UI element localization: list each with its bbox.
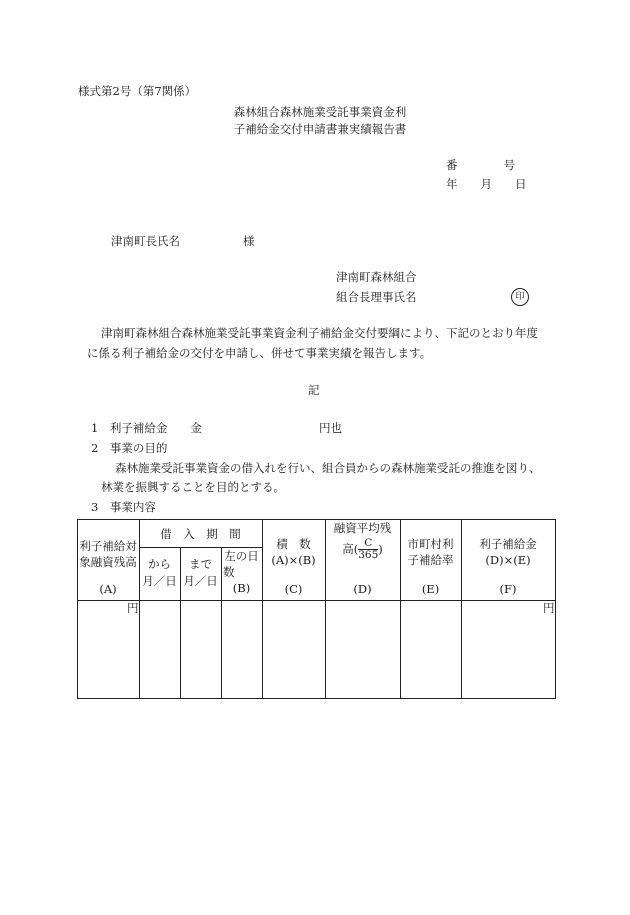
- header-product-code: (C): [284, 582, 303, 596]
- item-1-suffix: 円也: [319, 421, 342, 435]
- seal-icon: 印: [511, 288, 529, 306]
- header-from: から 月／日: [142, 557, 177, 588]
- body-text-line-1: 津南町森林組合森林施業受託事業資金利子補給金交付要綱により、下記のとおり年度: [101, 326, 538, 340]
- header-municipal-rate: 市町村利 子補給率: [407, 537, 454, 567]
- header-to: まで 月／日: [183, 557, 218, 588]
- ki-heading: 記: [308, 383, 320, 397]
- purpose-line-1: 森林施業受託事業資金の借入れを行い、組合員からの森林施業受託の推進を図り、: [115, 461, 541, 475]
- item-1-label: 1 利子補給金 金: [91, 421, 202, 435]
- purpose-line-2: 林業を振興することを目的とする。: [101, 480, 285, 494]
- addressee-suffix: 様: [243, 234, 255, 248]
- date-field[interactable]: 年 月 日: [446, 177, 527, 191]
- header-balance-code: (A): [99, 582, 117, 596]
- addressee-name: 津南町長氏名: [111, 234, 180, 248]
- header-days: 左の日 数 (B): [223, 549, 259, 595]
- cell-balance-unit[interactable]: 円: [127, 601, 139, 615]
- reference-number-field[interactable]: 番 号: [446, 158, 515, 172]
- header-borrowing-period: 借 入 期 間: [160, 527, 241, 541]
- applicant-representative: 組合長理事氏名: [336, 290, 417, 304]
- header-balance: 利子補給対 象融資残高: [79, 539, 137, 569]
- header-product: 積 数 (A)×(B): [271, 537, 316, 567]
- title-line-2: 子補給金交付申請書兼実績報告書: [233, 122, 407, 136]
- cell-subsidy-unit[interactable]: 円: [543, 601, 555, 615]
- header-interest-subsidy-code: (F): [499, 582, 517, 596]
- title-line-1: 森林組合森林施業受託事業資金利: [233, 105, 407, 119]
- applicant-organization: 津南町森林組合: [336, 270, 417, 284]
- body-text-line-2: に係る利子補給金の交付を申請し、併せて事業実績を報告します。: [87, 346, 432, 360]
- header-average-balance: 融資平均残 高( $\frac{C}{365}$ ): [333, 521, 392, 562]
- form-number: 様式第2号（第7関係）: [78, 84, 197, 98]
- header-municipal-rate-code: (E): [421, 582, 440, 596]
- header-interest-subsidy: 利子補給金 (D)×(E): [479, 537, 537, 567]
- header-average-balance-code: (D): [353, 582, 372, 596]
- item-2-label: 2 事業の目的: [91, 441, 168, 455]
- item-3-label: 3 事業内容: [91, 500, 156, 514]
- fraction-c-over-365: $\frac{C}{365}$: [358, 536, 379, 562]
